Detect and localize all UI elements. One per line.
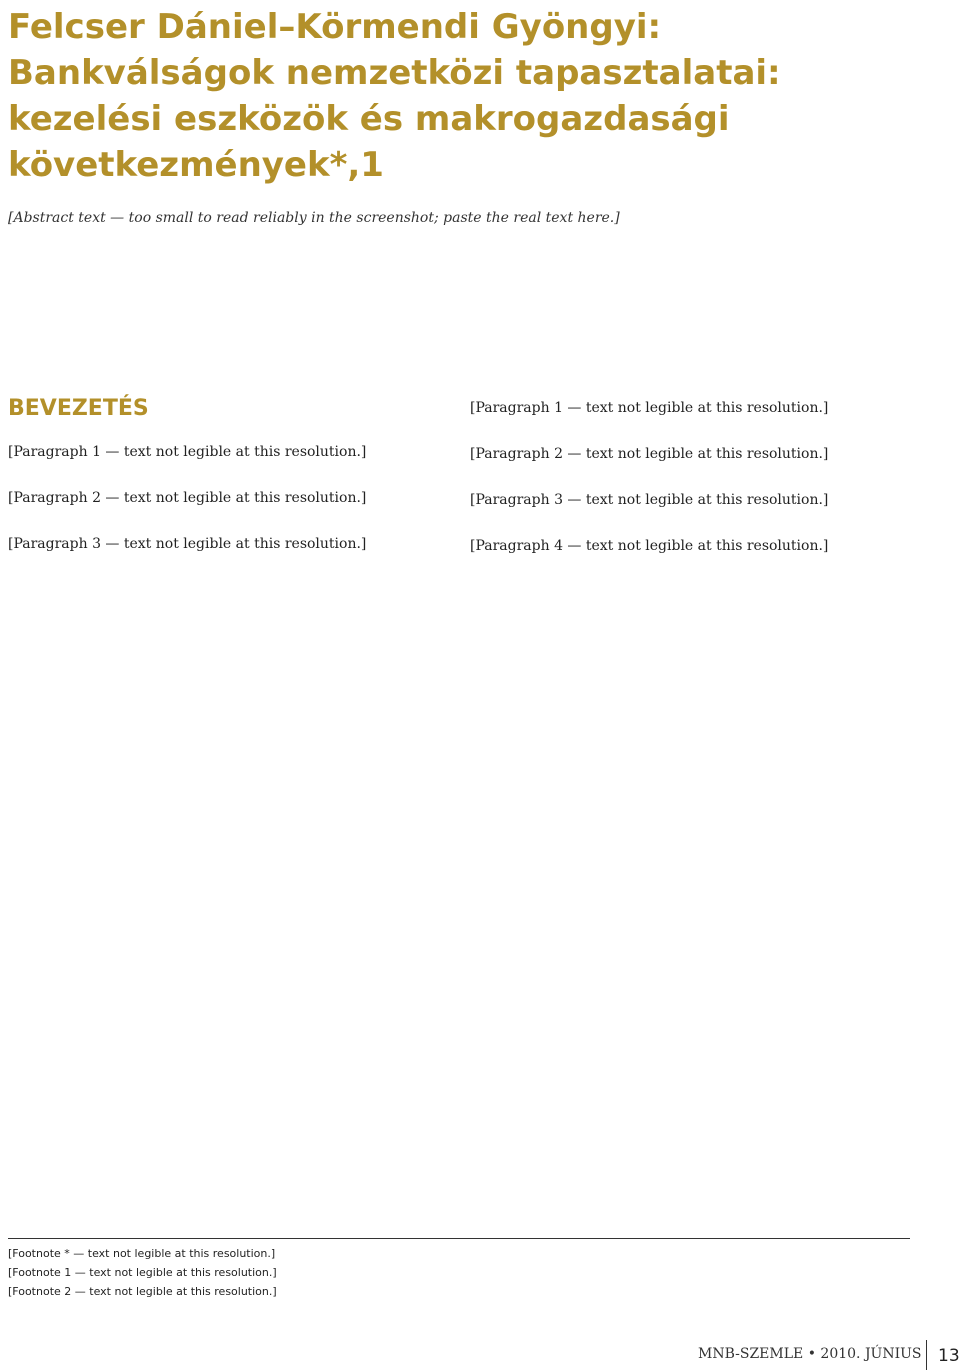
footnote: [Footnote 1 — text not legible at this resolution.] [8,1266,277,1279]
footnote-divider [8,1238,910,1239]
footnotes [8,1244,928,1301]
body-paragraph: [Paragraph 4 — text not legible at this resolution.] [470,538,829,554]
page-number-divider [926,1340,927,1370]
abstract: [Abstract text — too small to read reliably in the screenshot; paste the real text here.] [8,210,620,226]
running-footer: MNB-SZEMLE • 2010. JÚNIUS [698,1346,922,1362]
footnote: [Footnote 2 — text not legible at this resolution.] [8,1285,277,1298]
page-number: 13 [938,1346,960,1366]
section-heading: BEVEZETÉS [8,396,149,421]
article-title: Felcser Dániel–Körmendi Gyöngyi: Bankválságok nemzetközi tapasztalatai: kezelési eszközök és makrogazdasági következmények*,1 [8,7,781,185]
body-paragraph: [Paragraph 3 — text not legible at this resolution.] [8,536,367,552]
body-paragraph: [Paragraph 1 — text not legible at this resolution.] [470,400,829,416]
body-paragraph: [Paragraph 3 — text not legible at this resolution.] [470,492,829,508]
body-paragraph: [Paragraph 2 — text not legible at this resolution.] [8,490,367,506]
right-column [470,396,908,580]
footnote: [Footnote * — text not legible at this resolution.] [8,1247,276,1260]
body-paragraph: [Paragraph 1 — text not legible at this resolution.] [8,444,367,460]
left-column [8,396,446,578]
body-paragraph: [Paragraph 2 — text not legible at this resolution.] [470,446,829,462]
